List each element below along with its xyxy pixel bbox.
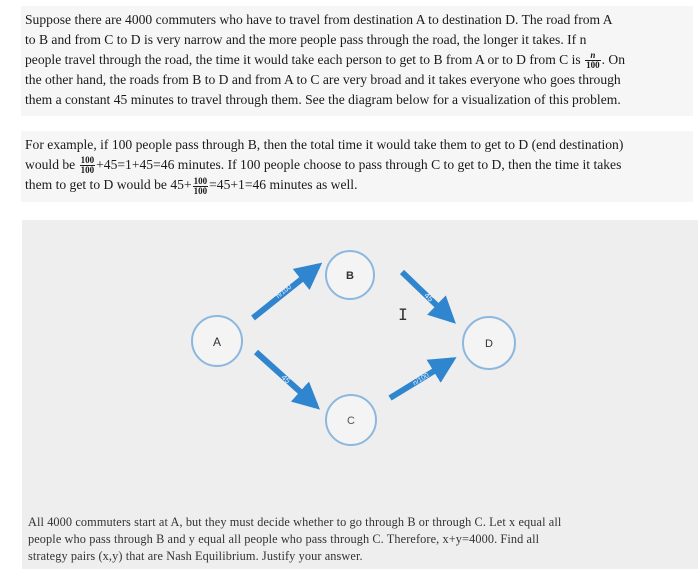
intro-line-4: the other hand, the roads from B to D and from A to C are very broad and it takes everyone who goes through: [25, 72, 621, 88]
example-paragraph: [21, 131, 693, 202]
problem-intro-paragraph: [21, 6, 693, 116]
edge-b-to-d-label: 45: [422, 290, 436, 304]
node-c: [326, 395, 376, 445]
intro-line-1: Suppose there are 4000 commuters who have to travel from destination A to destination D. The road from A: [25, 12, 613, 27]
question-line-1: All 4000 commuters start at A, but they must decide whether to go through B or through C. Let x equal all: [28, 515, 562, 529]
edge-a-to-b: [253, 266, 318, 318]
node-a-label: A: [212, 335, 222, 349]
diagram-photo: [22, 220, 698, 569]
node-d-label: D: [485, 338, 493, 350]
edge-c-to-d-label: n/100: [411, 372, 431, 388]
node-c-label: C: [347, 415, 355, 427]
question-line-2: people who pass through B and y equal all people who pass through C. Therefore, x+y=4000. Find all: [28, 532, 540, 546]
node-b-label: B: [346, 270, 354, 282]
intro-line-5: them a constant 45 minutes to travel through them. See the diagram below for a visualization of this problem.: [25, 92, 621, 108]
node-b: [326, 251, 374, 299]
fraction-100-over-100-second: $\frac{100}{100}$: [193, 175, 208, 196]
intro-line-3: people travel through the road, the time it would take each person to get to B from A or to D from C is $\frac{n}{100}$ . On: [25, 50, 626, 71]
edge-a-to-c: [256, 352, 316, 406]
question-paragraph: [28, 514, 688, 565]
edge-c-to-d: [390, 360, 452, 398]
node-d: [463, 317, 515, 369]
question-line-3: strategy pairs (x,y) that are Nash Equilibrium. Justify your answer.: [28, 549, 363, 563]
example-line-2: would be $\frac{100}{100}$ +45=1+45=46 minutes. If 100 people choose to pass through C to get to D, then the time it takes: [25, 155, 622, 176]
edge-b-to-d: [402, 272, 452, 320]
example-line-3: them to get to D would be 45+ $\frac{100}{100}$ =45+1=46 minutes as well.: [25, 175, 358, 196]
node-a: [192, 316, 242, 366]
text-cursor-icon: I: [398, 305, 408, 324]
example-line-1: For example, if 100 people pass through B, then the total time it would take them to get to D (end destination): [25, 137, 624, 152]
fraction-n-over-100: $\frac{n}{100}$: [586, 50, 600, 71]
edge-a-to-c-label: 45: [279, 372, 292, 386]
fraction-100-over-100-first: $\frac{100}{100}$: [80, 155, 95, 176]
intro-line-2: to B and from C to D is very narrow and the more people pass through the road, the longer it takes. If n: [25, 32, 587, 47]
edge-a-to-b-label: n/100: [275, 283, 294, 301]
